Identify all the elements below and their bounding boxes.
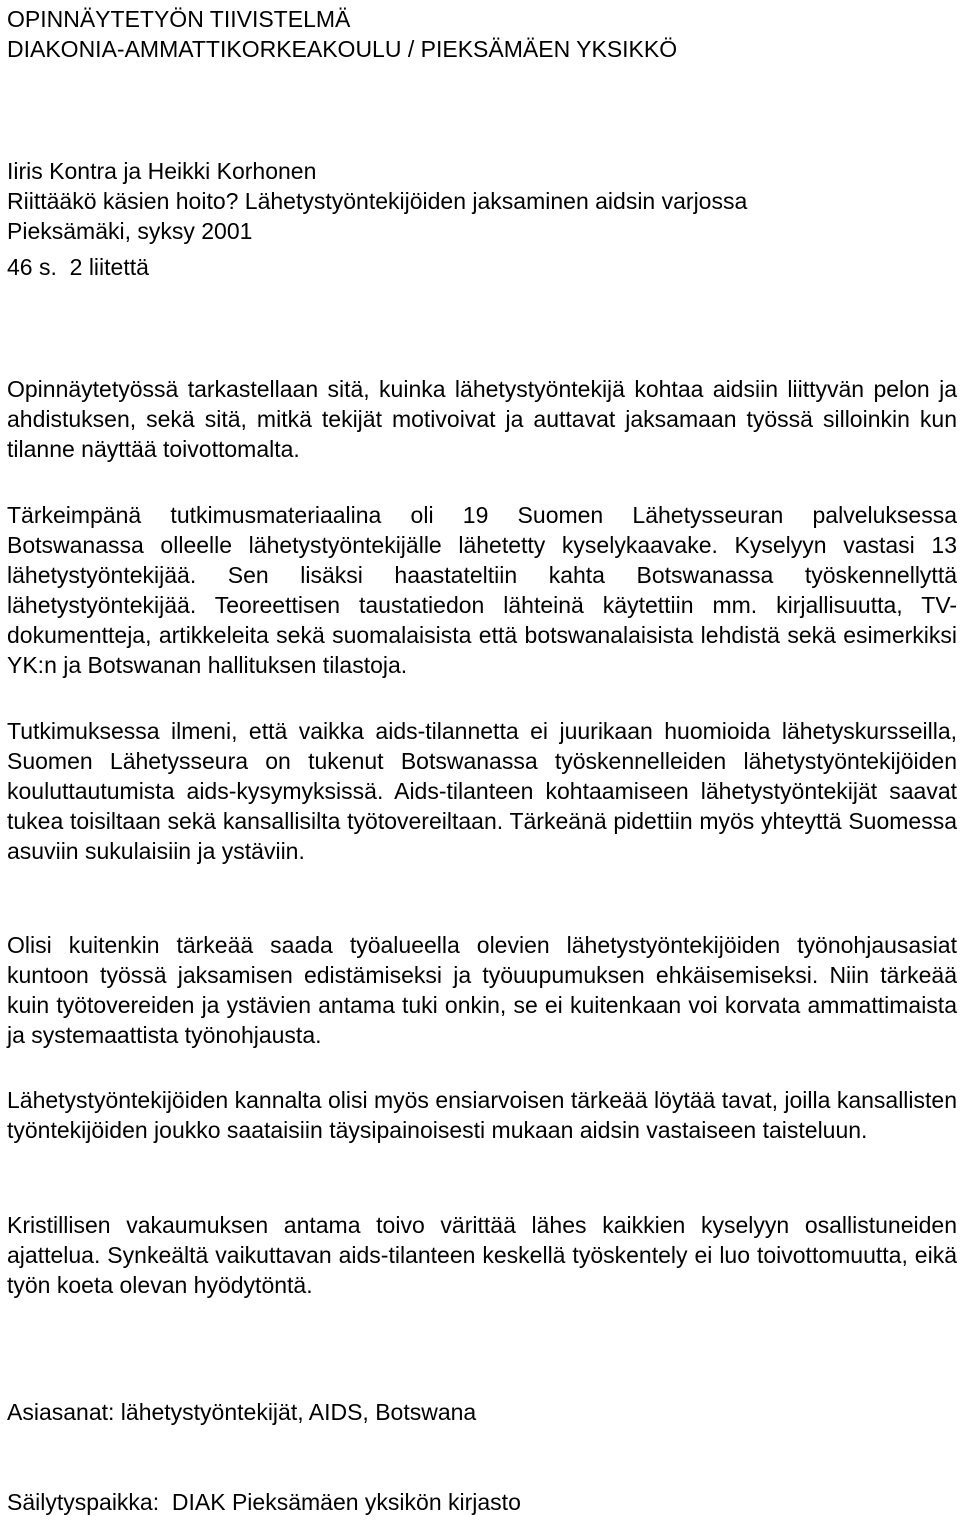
abstract-paragraph-1: Opinnäytetyössä tarkastellaan sitä, kuinka lähetystyöntekijä kohtaa aidsiin liittyvän pelon ja ahdistuksen, sekä sitä, mitkä tekijät motivoivat ja auttavat jaksamaan työssä silloinkin kun tilanne näyttää toivottomalta. — [7, 376, 957, 462]
abstract-paragraph-3: Tutkimuksessa ilmeni, että vaikka aids-tilannetta ei juurikaan huomioida lähetyskursseilla, Suomen Lähetysseura on tukenut Botswanassa työskennelleiden lähetystyöntekijöiden kouluttautumista aids-kysymyksissä. Aids-tilanteen kohtaamiseen lähetystyöntekijät saavat tukea toisiltaan sekä kansallisilta työtovereiltaan. Tärkeänä pidettiin myös yhteyttä Suomessa asuviin sukulaisiin ja ystäviin. — [7, 718, 957, 864]
abstract-paragraph-2: Tärkeimpänä tutkimusmateriaalina oli 19 Suomen Lähetysseuran palveluksessa Botswanassa olleelle lähetystyöntekijälle lähetetty kyselykaavake. Kyselyyn vastasi 13 lähetystyöntekijää. Sen lisäksi haastateltiin kahta Botswanassa työskennellyttä lähetystyöntekijää. Teoreettisen taustatiedon lähteinä käytettiin mm. kirjallisuutta, TV-dokumentteja, artikkeleita sekä suomalaisista että botswanalaisista lehdistä sekä esimerkiksi YK:n ja Botswanan hallituksen tilastoja. — [7, 502, 957, 678]
abstract-paragraph-5: Lähetystyöntekijöiden kannalta olisi myös ensiarvoisen tärkeää löytää tavat, joilla kansallisten työntekijöiden joukko saataisiin täysipainoisesti mukaan aidsin vastaiseen taisteluun. — [7, 1087, 957, 1143]
authors: Iiris Kontra ja Heikki Korhonen — [7, 158, 317, 184]
abstract-paragraph-6: Kristillisen vakaumuksen antama toivo värittää lähes kaikkien kyselyyn osallistuneiden ajattelua. Synkeältä vaikuttavan aids-tilanteen keskellä työskentely ei luo toivottomuutta, eikä työn koeta olevan hyödytöntä. — [7, 1212, 957, 1298]
thesis-title: Riittääkö käsien hoito? Lähetystyöntekijöiden jaksaminen aidsin varjossa — [7, 188, 748, 214]
storage-location: Säilytyspaikka: DIAK Pieksämäen yksikön kirjasto — [7, 1489, 521, 1515]
document-title: OPINNÄYTETYÖN TIIVISTELMÄ — [7, 6, 351, 32]
institution-name: DIAKONIA-AMMATTIKORKEAKOULU / PIEKSÄMÄEN YKSIKKÖ — [7, 36, 678, 62]
keywords: Asiasanat: lähetystyöntekijät, AIDS, Botswana — [7, 1399, 477, 1425]
page-count: 46 s. 2 liitettä — [7, 254, 149, 280]
place-and-date: Pieksämäki, syksy 2001 — [7, 218, 253, 244]
abstract-paragraph-4: Olisi kuitenkin tärkeää saada työalueella olevien lähetystyöntekijöiden työnohjausasiat kuntoon työssä jaksamisen edistämiseksi ja työuupumuksen ehkäisemiseksi. Niin tärkeää kuin työtovereiden ja ystävien antama tuki onkin, se ei kuitenkaan voi korvata ammattimaista ja systemaattista työnohjausta. — [7, 932, 957, 1048]
